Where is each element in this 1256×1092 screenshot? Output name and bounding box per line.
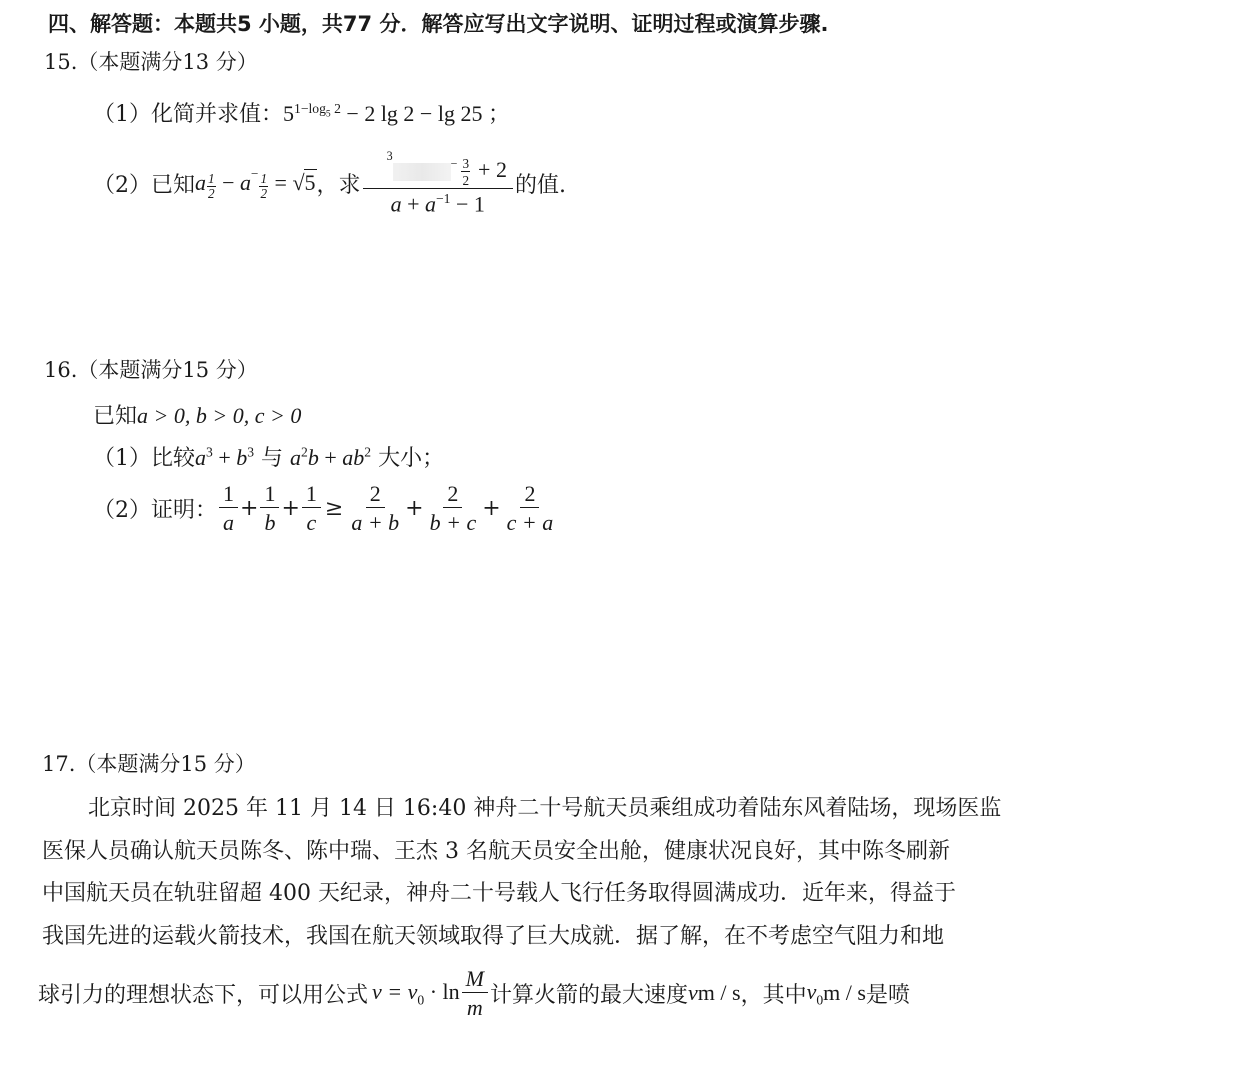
numerator: 1 <box>302 481 321 508</box>
speed-v: v <box>688 980 698 1006</box>
q16-part-2 <box>93 481 559 536</box>
frac-1-over-c <box>302 481 321 536</box>
q15-exponent: 1−log <box>294 100 326 116</box>
q15-base: 5 <box>283 101 294 126</box>
q15-part-1 <box>93 97 510 128</box>
exp-2: 2 <box>301 444 308 460</box>
var-a: a <box>195 445 206 470</box>
q15-part1-label: （1）化简并求值： <box>93 102 283 127</box>
exp-num: 1 <box>208 170 215 186</box>
plus-sign: + <box>212 445 237 470</box>
q15-expression-rest: − 2 lg 2 − lg 25 ； <box>340 101 510 126</box>
numerator: 2 <box>520 481 539 508</box>
q15-part-2 <box>93 150 566 217</box>
plus-sign: + <box>281 495 300 521</box>
q17-line-1: 北京时间 2025 年 11 月 14 日 16:40 神舟二十号航天员乘组成功着陆东风着陆场，现场医监 <box>88 796 1002 821</box>
q15-part2-label: （2）已知 <box>93 173 195 199</box>
q16-given-label: 已知 <box>93 404 138 429</box>
plus-sign: + <box>482 495 501 521</box>
denominator: c + a <box>506 510 554 536</box>
q16-and: 与 <box>254 446 291 471</box>
q15-part1-expression <box>283 101 510 126</box>
var-b: b <box>353 445 365 470</box>
denominator: a <box>223 510 234 536</box>
q15-fraction-numerator: $^{3-}$ $\frac{3}{2}$ + 2 <box>363 150 513 189</box>
q15-end: 的值. <box>514 173 566 199</box>
q15-ask: ，求 <box>316 173 361 199</box>
exp-den: 2 <box>208 185 215 201</box>
var-a: a <box>240 170 252 196</box>
numerator: 2 <box>366 481 385 508</box>
section-title: 四、解答题：本题共5 小题，共77 分．解答应写出文字说明、证明过程或演算步骤. <box>48 12 829 36</box>
q17-line-3: 中国航天员在轨驻留超 400 天纪录，神舟二十号载人飞行任务取得圆满成功．近年来，得益于 <box>42 881 956 906</box>
q16-part2-label: （2）证明： <box>93 497 217 523</box>
formula-fraction <box>462 966 488 1021</box>
q16-given <box>93 399 301 430</box>
q17-line5-text-c: ，其中 <box>740 982 807 1008</box>
q17-line-5 <box>38 966 910 1021</box>
exp-half <box>259 172 268 201</box>
formula-M: M <box>462 966 488 993</box>
q15-log-base: 5 <box>325 108 331 120</box>
frac-2-over-bc <box>426 481 481 536</box>
question-15-heading: 15.（本题满分13 分） <box>44 50 258 74</box>
denominator: a + b <box>351 510 400 536</box>
frac-2-over-ab <box>347 481 403 536</box>
q16-part1-math-b <box>290 445 371 470</box>
q16-part1-math-a <box>195 445 254 470</box>
exp-3: 3 <box>247 444 255 460</box>
geq-sign: ≥ <box>324 495 344 521</box>
frac-2-over-ca <box>503 481 558 536</box>
unit-ms-2: m / s <box>823 980 866 1006</box>
denominator: b + c <box>429 510 477 536</box>
var-a: a <box>425 191 436 217</box>
q17-line5-text-b: 计算火箭的最大速度 <box>489 982 688 1008</box>
q17-line-2: 医保人员确认航天员陈冬、陈中瑞、王杰 3 名航天员安全出舱，健康状况良好，其中陈冬刷新 <box>42 839 950 864</box>
exp-num: 1 <box>260 170 268 186</box>
q16-part-1 <box>93 441 444 472</box>
q16-part1-label: （1）比较 <box>93 446 195 471</box>
minus-sign: − <box>216 170 241 196</box>
plus-sign: + <box>401 191 425 217</box>
numerator: 1 <box>260 481 279 508</box>
sqrt-arg: 5 <box>304 170 316 196</box>
num-exp-frac <box>458 157 473 188</box>
v0-v: v <box>806 978 817 1004</box>
v0-sub: 0 <box>816 991 824 1007</box>
frac-1-over-a <box>219 481 238 536</box>
plus-sign: + <box>405 495 424 521</box>
exp-num: 3 <box>462 155 470 171</box>
var-a: a <box>390 191 402 217</box>
q15-fraction <box>363 150 513 217</box>
den-tail: − 1 <box>450 191 485 217</box>
obscured-term <box>393 163 451 181</box>
formula-ln: · ln <box>424 978 460 1004</box>
num-tail: + 2 <box>478 156 507 182</box>
formula-v: v = v <box>372 978 418 1004</box>
denominator: b <box>264 510 276 536</box>
rocket-formula <box>372 979 460 1008</box>
var-b: b <box>236 445 248 470</box>
question-17-heading: 17.（本题满分15 分） <box>42 752 256 776</box>
sqrt-icon: √ <box>292 170 305 196</box>
var-a: a <box>342 445 354 470</box>
equals-sign: = <box>269 170 293 196</box>
var-a: a <box>290 445 302 470</box>
q17-line5-text-a: 球引力的理想状态下，可以用公式 <box>38 982 369 1008</box>
q15-exponent-tail: 2 <box>330 100 341 116</box>
exp-3: 3 <box>206 444 213 460</box>
neg-sign: − <box>251 166 259 182</box>
inverse-exp: −1 <box>436 191 451 207</box>
q15-fraction-denominator <box>387 189 489 217</box>
plus-sign: + <box>240 495 259 521</box>
q16-part1-end: 大小； <box>371 446 445 471</box>
formula-m: m <box>466 995 483 1021</box>
exp-den: 2 <box>462 172 470 188</box>
formula-sub: 0 <box>417 991 425 1007</box>
exp-2: 2 <box>364 444 372 460</box>
num-exp-3: 3 <box>386 149 393 163</box>
v0-symbol <box>807 979 824 1008</box>
question-16-heading: 16.（本题满分15 分） <box>44 358 258 382</box>
q17-line5-text-d: 是喷 <box>865 982 910 1008</box>
denominator: c <box>306 510 317 536</box>
var-b: b <box>307 445 319 470</box>
unit-ms: m / s <box>697 980 741 1006</box>
numerator: 2 <box>443 481 462 508</box>
var-a: a <box>195 170 206 196</box>
q16-given-math: a > 0, b > 0, c > 0 <box>137 403 302 428</box>
exp-half <box>207 172 216 201</box>
frac-1-over-b <box>260 481 279 536</box>
plus-sign: + <box>318 445 343 470</box>
q17-line-4: 我国先进的运载火箭技术，我国在航天领域取得了巨大成就．据了解，在不考虑空气阻力和地 <box>42 924 945 949</box>
exp-den: 2 <box>260 185 268 201</box>
q15-part2-condition <box>195 166 317 200</box>
numerator: 1 <box>219 481 238 508</box>
